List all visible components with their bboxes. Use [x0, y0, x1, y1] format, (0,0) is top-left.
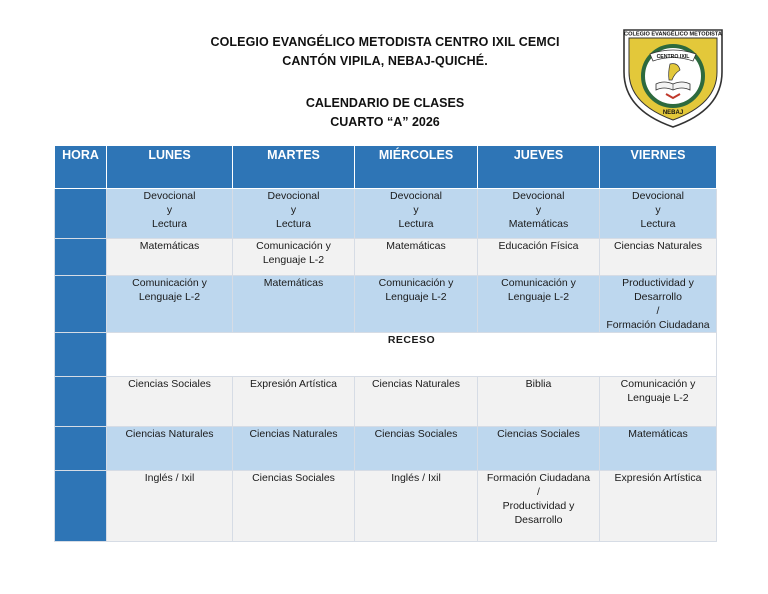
header-hora: HORA [55, 146, 107, 189]
schedule-cell: Expresión Artística [600, 471, 717, 542]
schedule-cell: Devocional y Lectura [233, 189, 355, 239]
header-row [55, 146, 717, 189]
hora-cell [55, 276, 107, 333]
schedule-cell: Ciencias Naturales [233, 427, 355, 471]
receso-label: RECESO [107, 333, 717, 377]
header-viernes: VIERNES [600, 146, 717, 189]
schedule-cell: Biblia [478, 377, 600, 427]
hora-cell [55, 189, 107, 239]
schedule-cell: Comunicación y Lenguaje L-2 [478, 276, 600, 333]
schedule-cell: Ciencias Sociales [107, 377, 233, 427]
schedule-cell: Ciencias Sociales [355, 427, 478, 471]
schedule-cell: Ciencias Sociales [478, 427, 600, 471]
schedule-cell: Matemáticas [233, 276, 355, 333]
logo-banner-text: CENTRO IXIL [656, 54, 690, 60]
class-schedule-table [54, 145, 717, 542]
table-row [55, 471, 717, 542]
schedule-cell: Inglés / Ixil [355, 471, 478, 542]
schedule-cell: Devocional y Lectura [600, 189, 717, 239]
schedule-cell: Inglés / Ixil [107, 471, 233, 542]
logo-bottom-text: NEBAJ [662, 110, 684, 116]
table-row [55, 189, 717, 239]
table-row [55, 427, 717, 471]
grade-label: CUARTO “A” 2026 [330, 115, 440, 129]
school-name: COLEGIO EVANGÉLICO METODISTA CENTRO IXIL CEMCI [210, 35, 560, 49]
hora-cell [55, 377, 107, 427]
hora-cell [55, 471, 107, 542]
schedule-cell: Comunicación y Lenguaje L-2 [107, 276, 233, 333]
receso-row [55, 333, 717, 377]
document-title: CALENDARIO DE CLASES [305, 96, 465, 110]
schedule-cell: Educación Física [478, 239, 600, 276]
schedule-cell: Ciencias Naturales [600, 239, 717, 276]
header-miercoles: MIÉRCOLES [355, 146, 478, 189]
school-crest-logo [620, 24, 726, 130]
schedule-cell: Productividad y Desarrollo / Formación Ciudadana [600, 276, 717, 333]
schedule-cell: Matemáticas [107, 239, 233, 276]
schedule-cell: Comunicación y Lenguaje L-2 [233, 239, 355, 276]
table-row [55, 239, 717, 276]
school-location: CANTÓN VIPILA, NEBAJ-QUICHÉ. [282, 54, 488, 68]
schedule-cell: Expresión Artística [233, 377, 355, 427]
schedule-cell: Devocional y Lectura [355, 189, 478, 239]
header-jueves: JUEVES [478, 146, 600, 189]
header-martes: MARTES [233, 146, 355, 189]
schedule-cell: Ciencias Sociales [233, 471, 355, 542]
hora-cell [55, 239, 107, 276]
hora-cell [55, 427, 107, 471]
table-row [55, 276, 717, 333]
schedule-cell: Comunicación y Lenguaje L-2 [355, 276, 478, 333]
schedule-cell: Ciencias Naturales [107, 427, 233, 471]
schedule-cell: Matemáticas [600, 427, 717, 471]
header-lunes: LUNES [107, 146, 233, 189]
logo-top-text: COLEGIO EVANGÉLICO METODISTA [624, 31, 722, 38]
schedule-cell: Comunicación y Lenguaje L-2 [600, 377, 717, 427]
schedule-cell: Matemáticas [355, 239, 478, 276]
schedule-cell: Devocional y Lectura [107, 189, 233, 239]
hora-cell [55, 333, 107, 377]
schedule-cell: Formación Ciudadana / Productividad y Desarrollo [478, 471, 600, 542]
table-row [55, 377, 717, 427]
schedule-cell: Devocional y Matemáticas [478, 189, 600, 239]
schedule-cell: Ciencias Naturales [355, 377, 478, 427]
